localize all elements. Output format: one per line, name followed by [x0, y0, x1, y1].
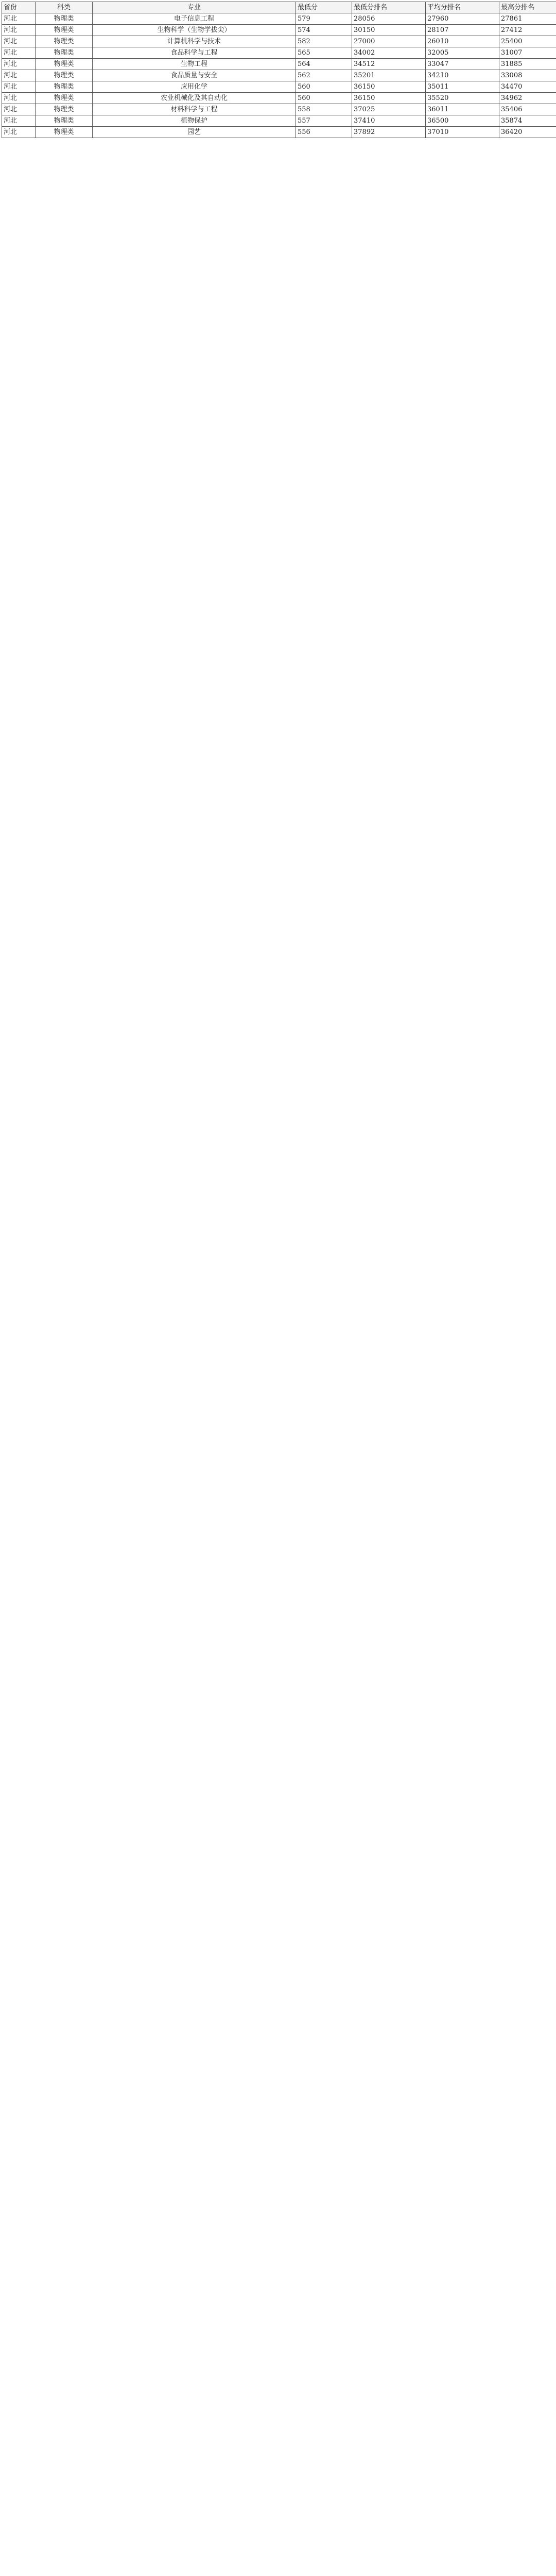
cell-max-rank: 34962	[499, 93, 556, 104]
cell-category: 物理类	[36, 47, 93, 59]
cell-province: 河北	[2, 81, 36, 93]
table-row	[2, 36, 556, 47]
cell-min-rank: 37892	[352, 127, 426, 138]
cell-province: 河北	[2, 93, 36, 104]
cell-province: 河北	[2, 59, 36, 70]
cell-avg-rank: 32005	[426, 47, 499, 59]
header-min-score: 最低分	[296, 2, 352, 13]
cell-major: 生物科学（生物学拔尖）	[93, 25, 296, 36]
header-avg-rank: 平均分排名	[426, 2, 499, 13]
cell-major: 材料科学与工程	[93, 104, 296, 115]
table-row	[2, 13, 556, 25]
cell-major: 生物工程	[93, 59, 296, 70]
cell-max-rank: 31007	[499, 47, 556, 59]
cell-major: 计算机科学与技术	[93, 36, 296, 47]
cell-min-rank: 34002	[352, 47, 426, 59]
cell-province: 河北	[2, 36, 36, 47]
table-row	[2, 70, 556, 81]
cell-max-rank: 25400	[499, 36, 556, 47]
cell-max-rank: 33008	[499, 70, 556, 81]
cell-min-score: 558	[296, 104, 352, 115]
cell-avg-rank: 28107	[426, 25, 499, 36]
cell-min-score: 565	[296, 47, 352, 59]
cell-category: 物理类	[36, 81, 93, 93]
header-max-rank: 最高分排名	[499, 2, 556, 13]
cell-major: 应用化学	[93, 81, 296, 93]
cell-min-rank: 35201	[352, 70, 426, 81]
cell-min-rank: 37410	[352, 115, 426, 127]
cell-max-rank: 36420	[499, 127, 556, 138]
table-row	[2, 127, 556, 138]
cell-min-score: 562	[296, 70, 352, 81]
cell-min-score: 556	[296, 127, 352, 138]
cell-province: 河北	[2, 127, 36, 138]
header-province: 省份	[2, 2, 36, 13]
admission-table-body	[2, 2, 556, 138]
cell-major: 农业机械化及其自动化	[93, 93, 296, 104]
table-row	[2, 81, 556, 93]
cell-min-score: 560	[296, 93, 352, 104]
header-major: 专业	[93, 2, 296, 13]
admission-table	[2, 2, 556, 138]
cell-min-score: 557	[296, 115, 352, 127]
cell-major: 植物保护	[93, 115, 296, 127]
cell-province: 河北	[2, 47, 36, 59]
cell-avg-rank: 27960	[426, 13, 499, 25]
cell-max-rank: 31885	[499, 59, 556, 70]
cell-major: 食品质量与安全	[93, 70, 296, 81]
cell-avg-rank: 36011	[426, 104, 499, 115]
cell-avg-rank: 37010	[426, 127, 499, 138]
cell-avg-rank: 36500	[426, 115, 499, 127]
cell-min-score: 574	[296, 25, 352, 36]
cell-category: 物理类	[36, 127, 93, 138]
cell-max-rank: 27412	[499, 25, 556, 36]
cell-category: 物理类	[36, 70, 93, 81]
cell-category: 物理类	[36, 25, 93, 36]
table-row	[2, 93, 556, 104]
table-row	[2, 104, 556, 115]
cell-category: 物理类	[36, 36, 93, 47]
table-header-row	[2, 2, 556, 13]
cell-min-rank: 36150	[352, 81, 426, 93]
cell-category: 物理类	[36, 104, 93, 115]
cell-avg-rank: 34210	[426, 70, 499, 81]
cell-avg-rank: 35520	[426, 93, 499, 104]
cell-province: 河北	[2, 104, 36, 115]
cell-min-score: 579	[296, 13, 352, 25]
cell-category: 物理类	[36, 115, 93, 127]
cell-min-score: 560	[296, 81, 352, 93]
cell-category: 物理类	[36, 93, 93, 104]
cell-min-rank: 27000	[352, 36, 426, 47]
page	[0, 0, 556, 138]
cell-category: 物理类	[36, 13, 93, 25]
table-row	[2, 25, 556, 36]
cell-major: 园艺	[93, 127, 296, 138]
cell-min-score: 564	[296, 59, 352, 70]
cell-avg-rank: 26010	[426, 36, 499, 47]
table-row	[2, 59, 556, 70]
header-category: 科类	[36, 2, 93, 13]
cell-min-rank: 37025	[352, 104, 426, 115]
cell-min-rank: 30150	[352, 25, 426, 36]
cell-category: 物理类	[36, 59, 93, 70]
cell-min-score: 582	[296, 36, 352, 47]
cell-province: 河北	[2, 115, 36, 127]
cell-min-rank: 28056	[352, 13, 426, 25]
cell-province: 河北	[2, 25, 36, 36]
cell-avg-rank: 33047	[426, 59, 499, 70]
cell-major: 食品科学与工程	[93, 47, 296, 59]
cell-max-rank: 35874	[499, 115, 556, 127]
cell-max-rank: 27861	[499, 13, 556, 25]
table-row	[2, 115, 556, 127]
cell-province: 河北	[2, 70, 36, 81]
header-min-rank: 最低分排名	[352, 2, 426, 13]
cell-max-rank: 34470	[499, 81, 556, 93]
cell-min-rank: 36150	[352, 93, 426, 104]
cell-avg-rank: 35011	[426, 81, 499, 93]
table-row	[2, 47, 556, 59]
cell-province: 河北	[2, 13, 36, 25]
cell-major: 电子信息工程	[93, 13, 296, 25]
cell-max-rank: 35406	[499, 104, 556, 115]
cell-min-rank: 34512	[352, 59, 426, 70]
